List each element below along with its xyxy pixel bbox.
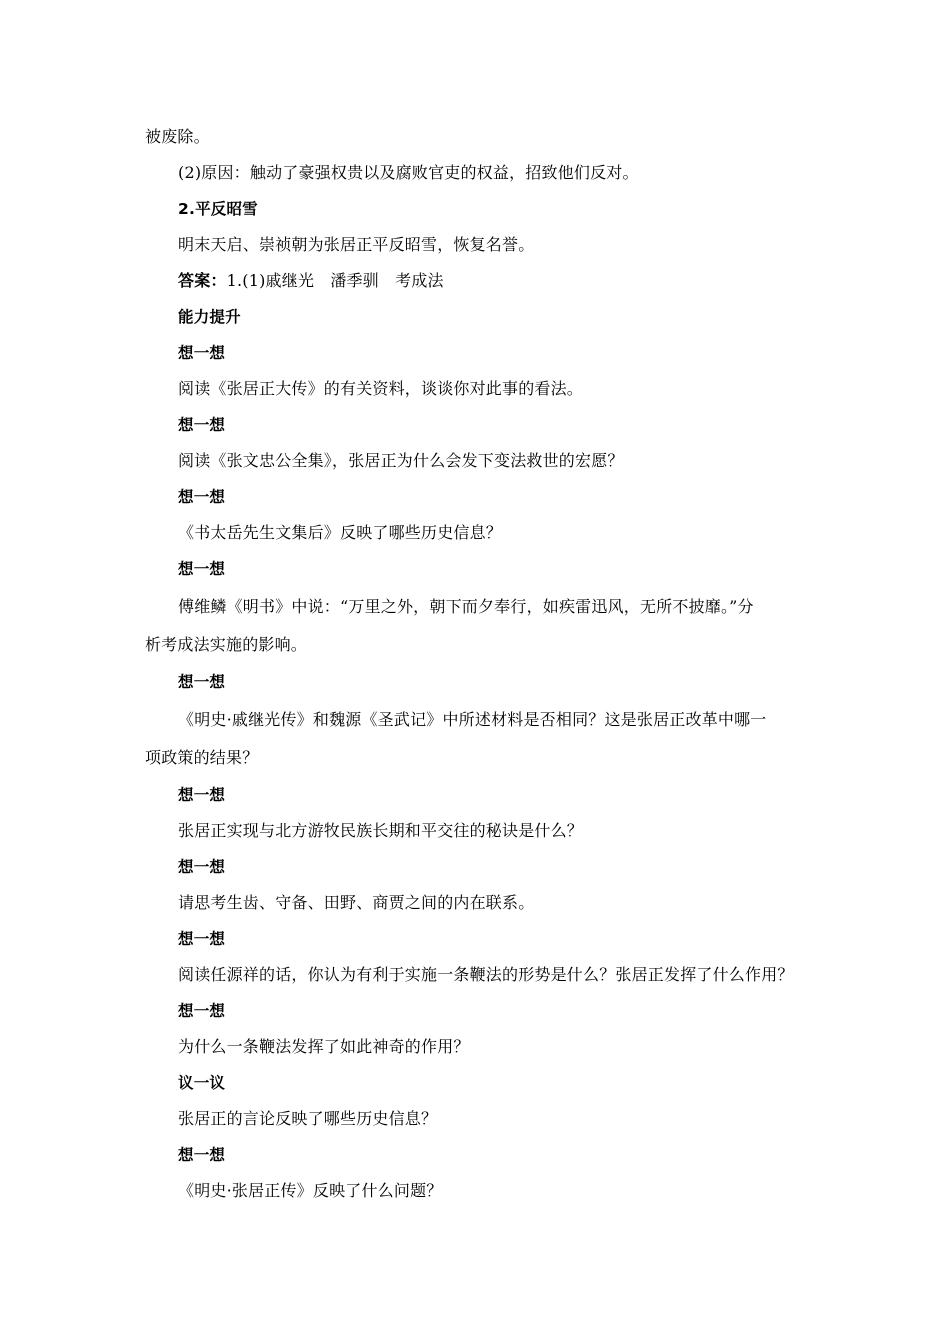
question-text-continuation: 析考成法实施的影响。 xyxy=(145,635,308,654)
question-text: 张居正实现与北方游牧民族长期和平交往的秘诀是什么？ xyxy=(178,821,584,840)
question-heading: 想一想 xyxy=(178,416,226,434)
question-text: 阅读《张居正大传》的有关资料，谈谈你对此事的看法。 xyxy=(178,379,584,398)
question-heading: 想一想 xyxy=(178,858,226,876)
question-text: 阅读任源祥的话，你认为有利于实施一条鞭法的形势是什么？张居正发挥了什么作用？ xyxy=(178,965,794,984)
question-text: 请思考生齿、守备、田野、商贾之间的内在联系。 xyxy=(178,893,535,912)
question-heading: 想一想 xyxy=(178,786,226,804)
question-text: 《书太岳先生文集后》反映了哪些历史信息？ xyxy=(178,523,503,542)
question-text: 张居正的言论反映了哪些历史信息？ xyxy=(178,1109,438,1128)
section-heading: 2.平反昭雪 xyxy=(178,200,258,218)
discussion-heading: 议一议 xyxy=(178,1074,226,1092)
question-heading: 想一想 xyxy=(178,560,226,578)
question-text: 为什么一条鞭法发挥了如此神奇的作用？ xyxy=(178,1037,470,1056)
question-heading: 想一想 xyxy=(178,1146,226,1164)
question-text: 傅维鳞《明书》中说：“万里之外，朝下而夕奉行，如疾雷迅风，无所不披靡。”分 xyxy=(178,597,754,616)
answer-label: 答案： xyxy=(178,271,227,290)
question-text: 阅读《张文忠公全集》，张居正为什么会发下变法救世的宏愿？ xyxy=(178,451,624,470)
reason-paragraph: (2)原因：触动了豪强权贵以及腐败官吏的权益，招致他们反对。 xyxy=(178,163,639,182)
answer-line xyxy=(178,271,444,291)
answer-text: 1.(1)戚继光 潘季驯 考成法 xyxy=(226,271,444,290)
question-heading: 想一想 xyxy=(178,1002,226,1020)
question-text: 《明史·张居正传》反映了什么问题？ xyxy=(178,1181,443,1200)
question-heading: 想一想 xyxy=(178,488,226,506)
question-heading: 想一想 xyxy=(178,930,226,948)
section-heading: 能力提升 xyxy=(178,308,241,326)
paragraph-continuation: 被废除。 xyxy=(145,127,210,146)
question-text-continuation: 项政策的结果？ xyxy=(145,748,259,767)
question-heading: 想一想 xyxy=(178,344,226,362)
paragraph: 明末天启、崇祯朝为张居正平反昭雪，恢复名誉。 xyxy=(178,235,535,254)
question-heading: 想一想 xyxy=(178,673,226,691)
question-text: 《明史·戚继光传》和魏源《圣武记》中所述材料是否相同？这是张居正改革中哪一 xyxy=(178,710,767,729)
